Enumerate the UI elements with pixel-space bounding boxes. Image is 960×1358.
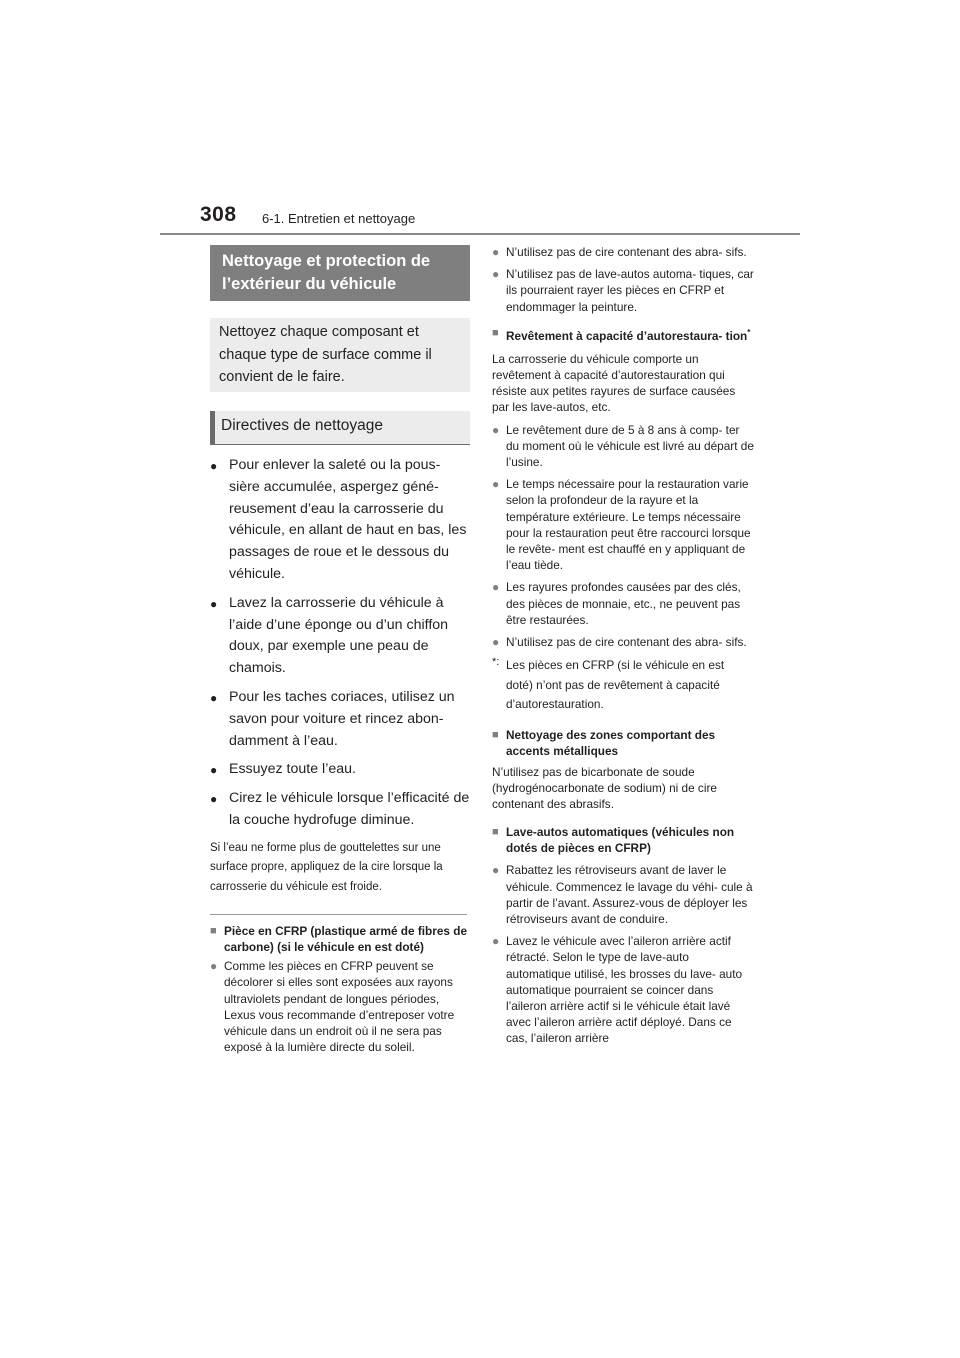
page-number: 308 [200, 203, 237, 226]
self-healing-heading: ■ Revêtement à capacité d’autorestaura- tion* [492, 323, 754, 346]
list-item: ● Le revêtement dure de 5 à 8 ans à comp- ter du moment où le véhicule est livré au départ de l’usine. [492, 422, 754, 469]
list-item: ● Comme les pièces en CFRP peuvent se décolorer si elles sont exposées aux rayons ultraviolets pendant de longues périodes, Lexus vous recommande d’entreposer votre véhicule dans un endroit où il ne sera pas exposé à la lumière directe du soleil. [210, 959, 455, 1055]
circle-bullet-icon: ● [492, 634, 500, 649]
list-item: ● N’utilisez pas de cire contenant des abra- sifs. [492, 245, 747, 259]
right-column [492, 244, 754, 1053]
header-rule [160, 233, 800, 235]
square-bullet-icon: ■ [210, 925, 217, 938]
circle-bullet-icon: ● [492, 934, 500, 949]
circle-bullet-icon: ● [492, 267, 500, 282]
list-item: ● N’utilisez pas de lave-autos automa- tiques, car ils pourraient rayer les pièces en CFRP et endommager la peinture. [492, 267, 754, 314]
subhead-cleaning-guidelines: Directives de nettoyage [210, 411, 470, 445]
list-item: ● Cirez le véhicule lorsque l’efficacité de la couche hydrofuge diminue. [210, 790, 470, 828]
chapter-title: Nettoyage et protection de l’extérieur du véhicule [210, 245, 470, 301]
bullet-icon: ● [210, 596, 218, 611]
bullet-icon: ● [210, 763, 218, 778]
self-healing-paragraph: La carrosserie du véhicule comporte un revêtement à capacité d’autorestauration qui résiste aux petites rayures de surface causées par les lave-autos, etc. [492, 351, 736, 415]
metal-accents-heading: ■ Nettoyage des zones comportant des accents métalliques [492, 727, 716, 758]
metal-accents-paragraph: N’utilisez pas de bicarbonate de soude (hydrogénocarbonate de sodium) ni de cire contenant des abrasifs. [492, 764, 717, 812]
circle-bullet-icon: ● [492, 245, 500, 259]
circle-bullet-icon: ● [210, 959, 218, 974]
section-title: 6-1. Entretien et nettoyage [262, 211, 416, 226]
footnote-asterisk: * [747, 327, 751, 337]
list-item: ● N’utilisez pas de cire contenant des abra- sifs. [492, 634, 747, 649]
section-divider [210, 914, 467, 915]
intro-box: Nettoyez chaque composant et chaque type de surface comme il convient de le faire. [210, 318, 470, 392]
bullet-icon: ● [210, 690, 218, 705]
circle-bullet-icon: ● [492, 580, 500, 595]
list-item: ● Le temps nécessaire pour la restauration varie selon la profondeur de la rayure et la température extérieure. Le temps nécessaire pour la restauration peut être raccourci lorsque le revête- ment est chauffé en y appliquant de l’eau tiède. [492, 477, 751, 573]
bullet-icon: ● [210, 459, 218, 473]
circle-bullet-icon: ● [492, 477, 500, 492]
car-wash-heading: ■ Lave-autos automatiques (véhicules non dotés de pièces en CFRP) [492, 825, 735, 856]
circle-bullet-icon: ● [492, 422, 500, 437]
cfrp-list [210, 958, 470, 1055]
square-bullet-icon: ■ [492, 326, 499, 339]
car-wash-list [492, 862, 754, 1046]
footnote-mark: *: [492, 656, 500, 669]
cfrp-heading: ■ Pièce en CFRP (plastique armé de fibres de carbone) (si le véhicule en est doté) [210, 924, 468, 955]
square-bullet-icon: ■ [492, 826, 499, 839]
square-bullet-icon: ■ [492, 728, 499, 741]
bullet-icon: ● [210, 792, 218, 807]
footnote: *: Les pièces en CFRP (si le véhicule en est doté) n’ont pas de revêtement à capacité d’autorestauration. [492, 656, 754, 715]
cfrp-list-continued [492, 244, 754, 315]
list-item: ● Les rayures profondes causées par des clés, des pièces de monnaie, etc., ne peuvent pas être restaurées. [492, 580, 741, 627]
wax-note: Si l’eau ne forme plus de gouttelettes sur une surface propre, appliquez de la cire lorsque la carrosserie du véhicule est froide. [210, 841, 443, 893]
list-item: ● Essuyez toute l’eau. [210, 759, 470, 781]
list-item: ● Rabattez les rétroviseurs avant de laver le véhicule. Commencez le lavage du véhi- cule à partir de l’avant. Assurez-vous de déployer les rétroviseurs avant de conduire. [492, 863, 753, 926]
list-item: ● Pour enlever la saleté ou la pous- sière accumulée, aspergez géné- reusement d’eau la carrosserie du véhicule, en allant de haut en bas, les passages de roue et le dessous du véhicule. [210, 457, 467, 582]
self-healing-list [492, 422, 754, 651]
left-column [210, 245, 470, 1061]
list-item: ● Lavez le véhicule avec l’aileron arrière actif rétracté. Selon le type de lave-auto automatique utilisé, les brosses du lave- auto automatique pourraient se coincer dans l’aileron arrière actif si le véhicule était lavé avec l’aileron arrière actif déployé. Dans ce cas, l’aileron arrière [492, 934, 743, 1046]
list-item: ● Lavez la carrosserie du véhicule à l’aide d’une éponge ou d’un chiffon doux, par exemple une peau de chamois. [210, 594, 449, 677]
cleaning-bullet-list [210, 455, 470, 832]
list-item: ● Pour les taches coriaces, utilisez un savon pour voiture et rincez abon- damment à l’eau. [210, 688, 455, 749]
circle-bullet-icon: ● [492, 863, 500, 878]
